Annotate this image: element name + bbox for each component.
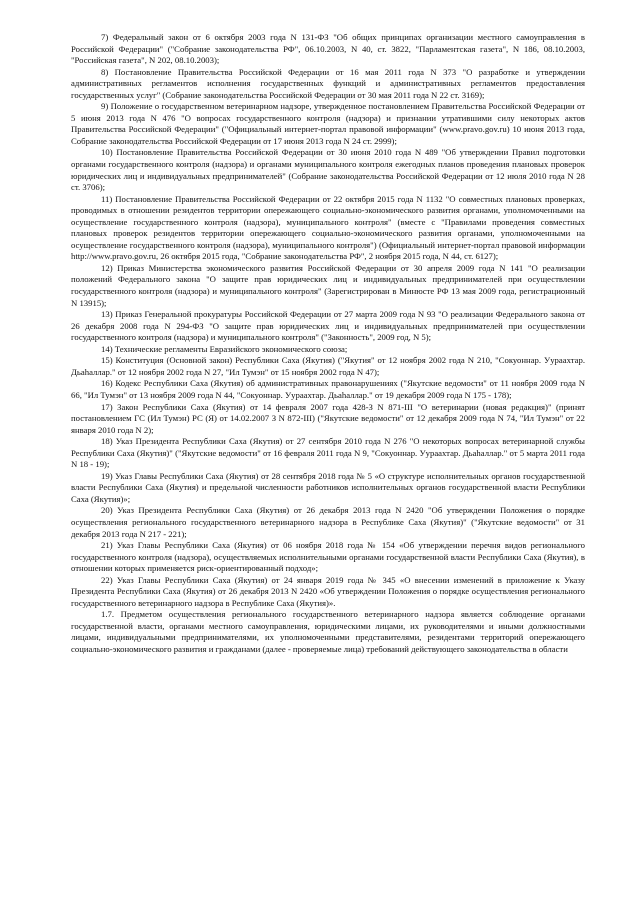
list-item-20: 20) Указ Президента Республики Саха (Якутия) от 26 декабря 2013 года N 2420 "Об утверждении Положения о порядке осуществления регионального государственного ветеринарного надзора в Республике Саха (Якутия)" ("Якутские ведомости" от 31 декабря 2013 года N 217 - 221); bbox=[71, 505, 585, 539]
list-item-12: 12) Приказ Министерства экономического развития Российской Федерации от 30 апреля 2009 года N 141 "О реализации положений Федерального закона "О защите прав юридических лиц и индивидуальных предпринимателей при осуществлении государственного контроля (надзора) и муниципального контроля" (Зарегистрирован в Минюсте РФ 13 мая 2009 года, регистрационный N 13915); bbox=[71, 262, 585, 308]
list-item-11: 11) Постановление Правительства Российской Федерации от 22 октября 2015 года N 1132 "О совместных плановых проверках, проводимых в отношении резидентов территории опережающего социально-экономического развития органами, уполномоченными на осуществление государственного контроля (надзора), муниципального контроля" (вместе с "Правилами проведения совместных плановых проверок резидентов территории опережающего социально-экономического развития органами, уполномоченными на осуществление государственного контроля (надзора), муниципального контроля") (Официальный интернет-портал правовой информации http://www.pravo.gov.ru, 26 октября 2015 года, "Собрание законодательства РФ", 2 ноября 2015 года, N 44, ст. 6127); bbox=[71, 193, 585, 262]
section-1-7-paragraph: 1.7. Предметом осуществления регионального государственного ветеринарного надзора является соблюдение органами государственной власти, органами местного самоуправления, юридическими лицами, их руководителями и иными должностными лицами, индивидуальными предпринимателями, их уполномоченными представителями, резидентами территорий опережающего социально-экономического развития и гражданами (далее - проверяемые лица) требований действующего законодательства в области bbox=[71, 609, 585, 654]
list-item-21: 21) Указ Главы Республики Саха (Якутия) от 06 ноября 2018 года № 154 «Об утверждении перечня видов регионального государственного контроля (надзора), осуществляемых исполнительными органами государственной власти Республики Саха (Якутия), в отношении которых применяется риск-ориентированный подход»; bbox=[71, 540, 585, 574]
list-item-9: 9) Положение о государственном ветеринарном надзоре, утвержденное постановлением Правительства Российской Федерации от 5 июня 2013 года N 476 "О вопросах государственного контроля (надзора) и признании утратившими силу некоторых актов Правительства Российской Федерации" ("Официальный интернет-портал правовой информации" (www.pravo.gov.ru) 10 июня 2013 года, Собрание законодательства Российской Федерации от 17 июня 2013 года N 24 ст. 2999); bbox=[71, 101, 585, 146]
list-item-7: 7) Федеральный закон от 6 октября 2003 года N 131-ФЗ "Об общих принципах организации местного самоуправления в Российской Федерации" ("Собрание законодательства РФ", 06.10.2003, N 40, ст. 3822, "Парламентская газета", N 186, 08.10.2003, "Российская газета", N 202, 08.10.2003); bbox=[71, 32, 585, 66]
list-item-13: 13) Приказ Генеральной прокуратуры Российской Федерации от 27 марта 2009 года N 93 "О реализации Федерального закона от 26 декабря 2008 года N 294-ФЗ "О защите прав юридических лиц и индивидуальных предпринимателей при осуществлении государственного контроля (надзора) и муниципального контроля" ("Законность", 2009 год, N 5); bbox=[71, 309, 585, 343]
list-item-10: 10) Постановление Правительства Российской Федерации от 30 июня 2010 года N 489 "Об утверждении Правил подготовки органами государственного контроля (надзора) и органами муниципального контроля ежегодных планов проведения плановых проверок юридических лиц и индивидуальных предпринимателей" (Собрание законодательства Российской Федерации от 12 июля 2010 года N 28 ст. 3706); bbox=[71, 147, 585, 193]
list-item-19: 19) Указ Главы Республики Саха (Якутия) от 28 сентября 2018 года № 5 «О структуре исполнительных органов государственной власти Республики Саха (Якутия) и предельной численности работников исполнительных органов государственной власти Республики Саха (Якутия)»; bbox=[71, 470, 585, 504]
list-item-8: 8) Постановление Правительства Российской Федерации от 16 мая 2011 года N 373 "О разработке и утверждении административных регламентов исполнения государственных функций и административных регламентов предоставления государственных услуг" (Собрание законодательства Российской Федерации от 30 мая 2011 года N 22 ст. 3169); bbox=[71, 66, 585, 100]
list-item-16: 16) Кодекс Республики Саха (Якутия) об административных правонарушениях ("Якутские ведомости" от 11 ноября 2009 года N 66, "Ил Тумэн" от 13 ноября 2009 года N 44, "Сокуоннар. Уураахтар. Дьаһаллар." от 19 декабря 2009 года N 175 - 178); bbox=[71, 378, 585, 400]
list-item-22: 22) Указ Главы Республики Саха (Якутия) от 24 января 2019 года № 345 «О внесении изменений в приложение к Указу Президента Республики Саха (Якутия) от 26 декабря 2013 N 2420 «Об утверждении Положения о порядке осуществления регионального государственного ветеринарного надзора в Республике Саха (Якутия)». bbox=[71, 574, 585, 608]
list-item-15: 15) Конституция (Основной закон) Республики Саха (Якутия) ("Якутия" от 12 ноября 2002 года N 210, "Сокуоннар. Уураахтар. Дьаһаллар." от 12 ноября 2002 года N 27, "Ил Тумэн" от 15 ноября 2002 года N 47); bbox=[71, 355, 585, 377]
list-item-18: 18) Указ Президента Республики Саха (Якутия) от 27 сентября 2010 года N 276 "О некоторых вопросах ветеринарной службы Республики Саха (Якутия)" ("Якутские ведомости" от 16 февраля 2011 года N 9, "Сокуоннар. Уураахтар. Дьаһаллар." от 5 марта 2011 года N 18 - 19); bbox=[71, 436, 585, 470]
list-item-17: 17) Закон Республики Саха (Якутия) от 14 февраля 2007 года 428-З N 871-III "О ветеринарии (новая редакция)" (принят постановлением ГС (Ил Тумэн) РС (Я) от 14.02.2007 З N 872-III) ("Якутские ведомости" от 12 декабря 2009 года N 74, "Ил Тумэн" от 22 января 2010 года N 2); bbox=[71, 401, 585, 435]
list-item-14: 14) Технические регламенты Евразийского экономического союза; bbox=[101, 343, 348, 354]
